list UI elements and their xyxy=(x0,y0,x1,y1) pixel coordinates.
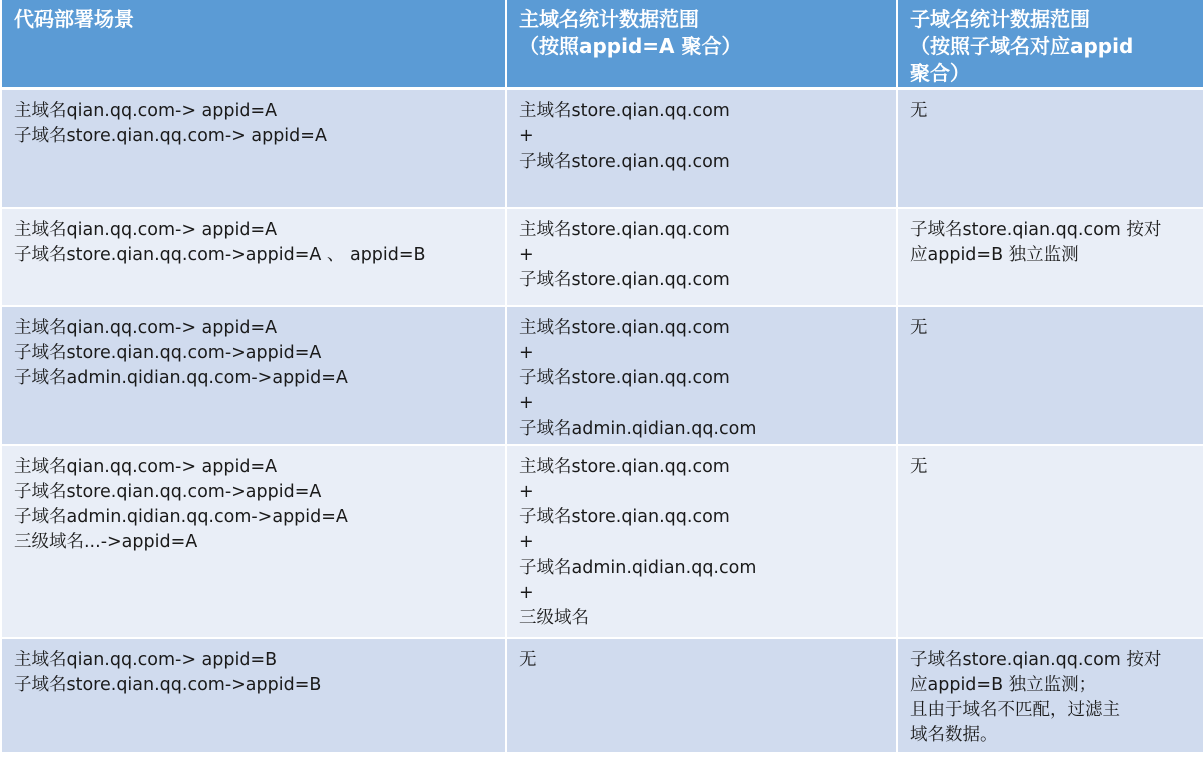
table-row xyxy=(2,208,1203,306)
sub-scope-cell xyxy=(897,208,1203,306)
main-scope-cell xyxy=(506,306,897,445)
cell-line: 子域名store.qian.qq.com xyxy=(519,368,730,389)
scope-table xyxy=(2,0,1203,754)
header-col2-line1: 主域名统计数据范围 xyxy=(519,7,699,31)
cell-line: 子域名admin.qidian.qq.com->appid=A xyxy=(14,507,348,528)
cell-line: 子域名admin.qidian.qq.com->appid=A xyxy=(14,368,348,389)
header-col1-text: 代码部署场景 xyxy=(14,7,134,31)
table-row xyxy=(2,306,1203,445)
header-row xyxy=(2,0,1203,89)
cell-line: + xyxy=(519,532,534,553)
scenario-cell xyxy=(2,306,506,445)
sub-scope-cell xyxy=(897,306,1203,445)
cell-line: 主域名qian.qq.com-> appid=A xyxy=(14,317,278,338)
cell-line: 无 xyxy=(910,456,928,477)
cell-line: 子域名admin.qidian.qq.com xyxy=(519,557,757,578)
header-col3-line1: 子域名统计数据范围 xyxy=(910,7,1090,31)
cell-line: 子域名store.qian.qq.com xyxy=(519,151,730,172)
scenario-cell xyxy=(2,208,506,306)
cell-line: 子域名store.qian.qq.com->appid=A xyxy=(14,481,322,502)
main-scope-cell xyxy=(506,89,897,208)
cell-line: 且由于域名不匹配，过滤主 xyxy=(910,700,1120,721)
header-sub-domain-scope xyxy=(897,0,1203,89)
cell-line: + xyxy=(519,342,534,363)
table-row xyxy=(2,89,1203,208)
cell-line: 子域名store.qian.qq.com 按对 xyxy=(910,649,1162,670)
cell-line: + xyxy=(519,126,534,147)
cell-line: 三级域名...->appid=A xyxy=(14,532,198,553)
cell-line: 主域名qian.qq.com-> appid=B xyxy=(14,649,278,670)
cell-line: 主域名qian.qq.com-> appid=A xyxy=(14,219,278,240)
cell-line: + xyxy=(519,244,534,265)
cell-line: 主域名store.qian.qq.com xyxy=(519,101,730,121)
cell-line: 主域名store.qian.qq.com xyxy=(519,219,730,240)
header-main-domain-scope xyxy=(506,0,897,89)
header-col2-line2: （按照appid=A 聚合） xyxy=(519,34,742,58)
main-scope-cell xyxy=(506,445,897,638)
main-scope-cell xyxy=(506,208,897,306)
cell-line: + xyxy=(519,481,534,502)
table-row xyxy=(2,638,1203,753)
cell-line: 域名数据。 xyxy=(910,725,998,746)
cell-line: 无 xyxy=(910,317,928,338)
cell-line: 无 xyxy=(910,101,928,121)
cell-line: 主域名store.qian.qq.com xyxy=(519,456,730,477)
sub-scope-cell xyxy=(897,445,1203,638)
scenario-cell xyxy=(2,445,506,638)
cell-line: 三级域名 xyxy=(519,608,589,629)
cell-line: 无 xyxy=(519,649,537,670)
cell-line: + xyxy=(519,393,534,414)
cell-line: 主域名store.qian.qq.com xyxy=(519,317,730,338)
header-col3-line3: 聚合） xyxy=(910,61,970,85)
cell-line: 主域名qian.qq.com-> appid=A xyxy=(14,101,278,121)
sub-scope-cell xyxy=(897,89,1203,208)
cell-line: 主域名qian.qq.com-> appid=A xyxy=(14,456,278,477)
header-col3-line2: （按照子域名对应appid xyxy=(910,34,1134,58)
cell-line: 子域名store.qian.qq.com xyxy=(519,507,730,528)
cell-line: 子域名store.qian.qq.com 按对 xyxy=(910,219,1162,240)
table-body xyxy=(2,89,1203,753)
scenario-cell xyxy=(2,89,506,208)
cell-line: 子域名admin.qidian.qq.com xyxy=(519,418,757,439)
sub-scope-cell xyxy=(897,638,1203,753)
cell-line: 子域名store.qian.qq.com xyxy=(519,270,730,291)
cell-line: 应appid=B 独立监测； xyxy=(910,674,1097,695)
main-scope-cell xyxy=(506,638,897,753)
cell-line: 子域名store.qian.qq.com-> appid=A xyxy=(14,126,327,147)
scenario-cell xyxy=(2,638,506,753)
cell-line: 子域名store.qian.qq.com->appid=A 、 appid=B xyxy=(14,244,426,265)
table-row xyxy=(2,445,1203,638)
cell-line: 应appid=B 独立监测 xyxy=(910,244,1079,265)
header-deployment-scenario xyxy=(2,0,506,89)
cell-line: 子域名store.qian.qq.com->appid=B xyxy=(14,674,322,695)
cell-line: + xyxy=(519,582,534,603)
cell-line: 子域名store.qian.qq.com->appid=A xyxy=(14,342,322,363)
